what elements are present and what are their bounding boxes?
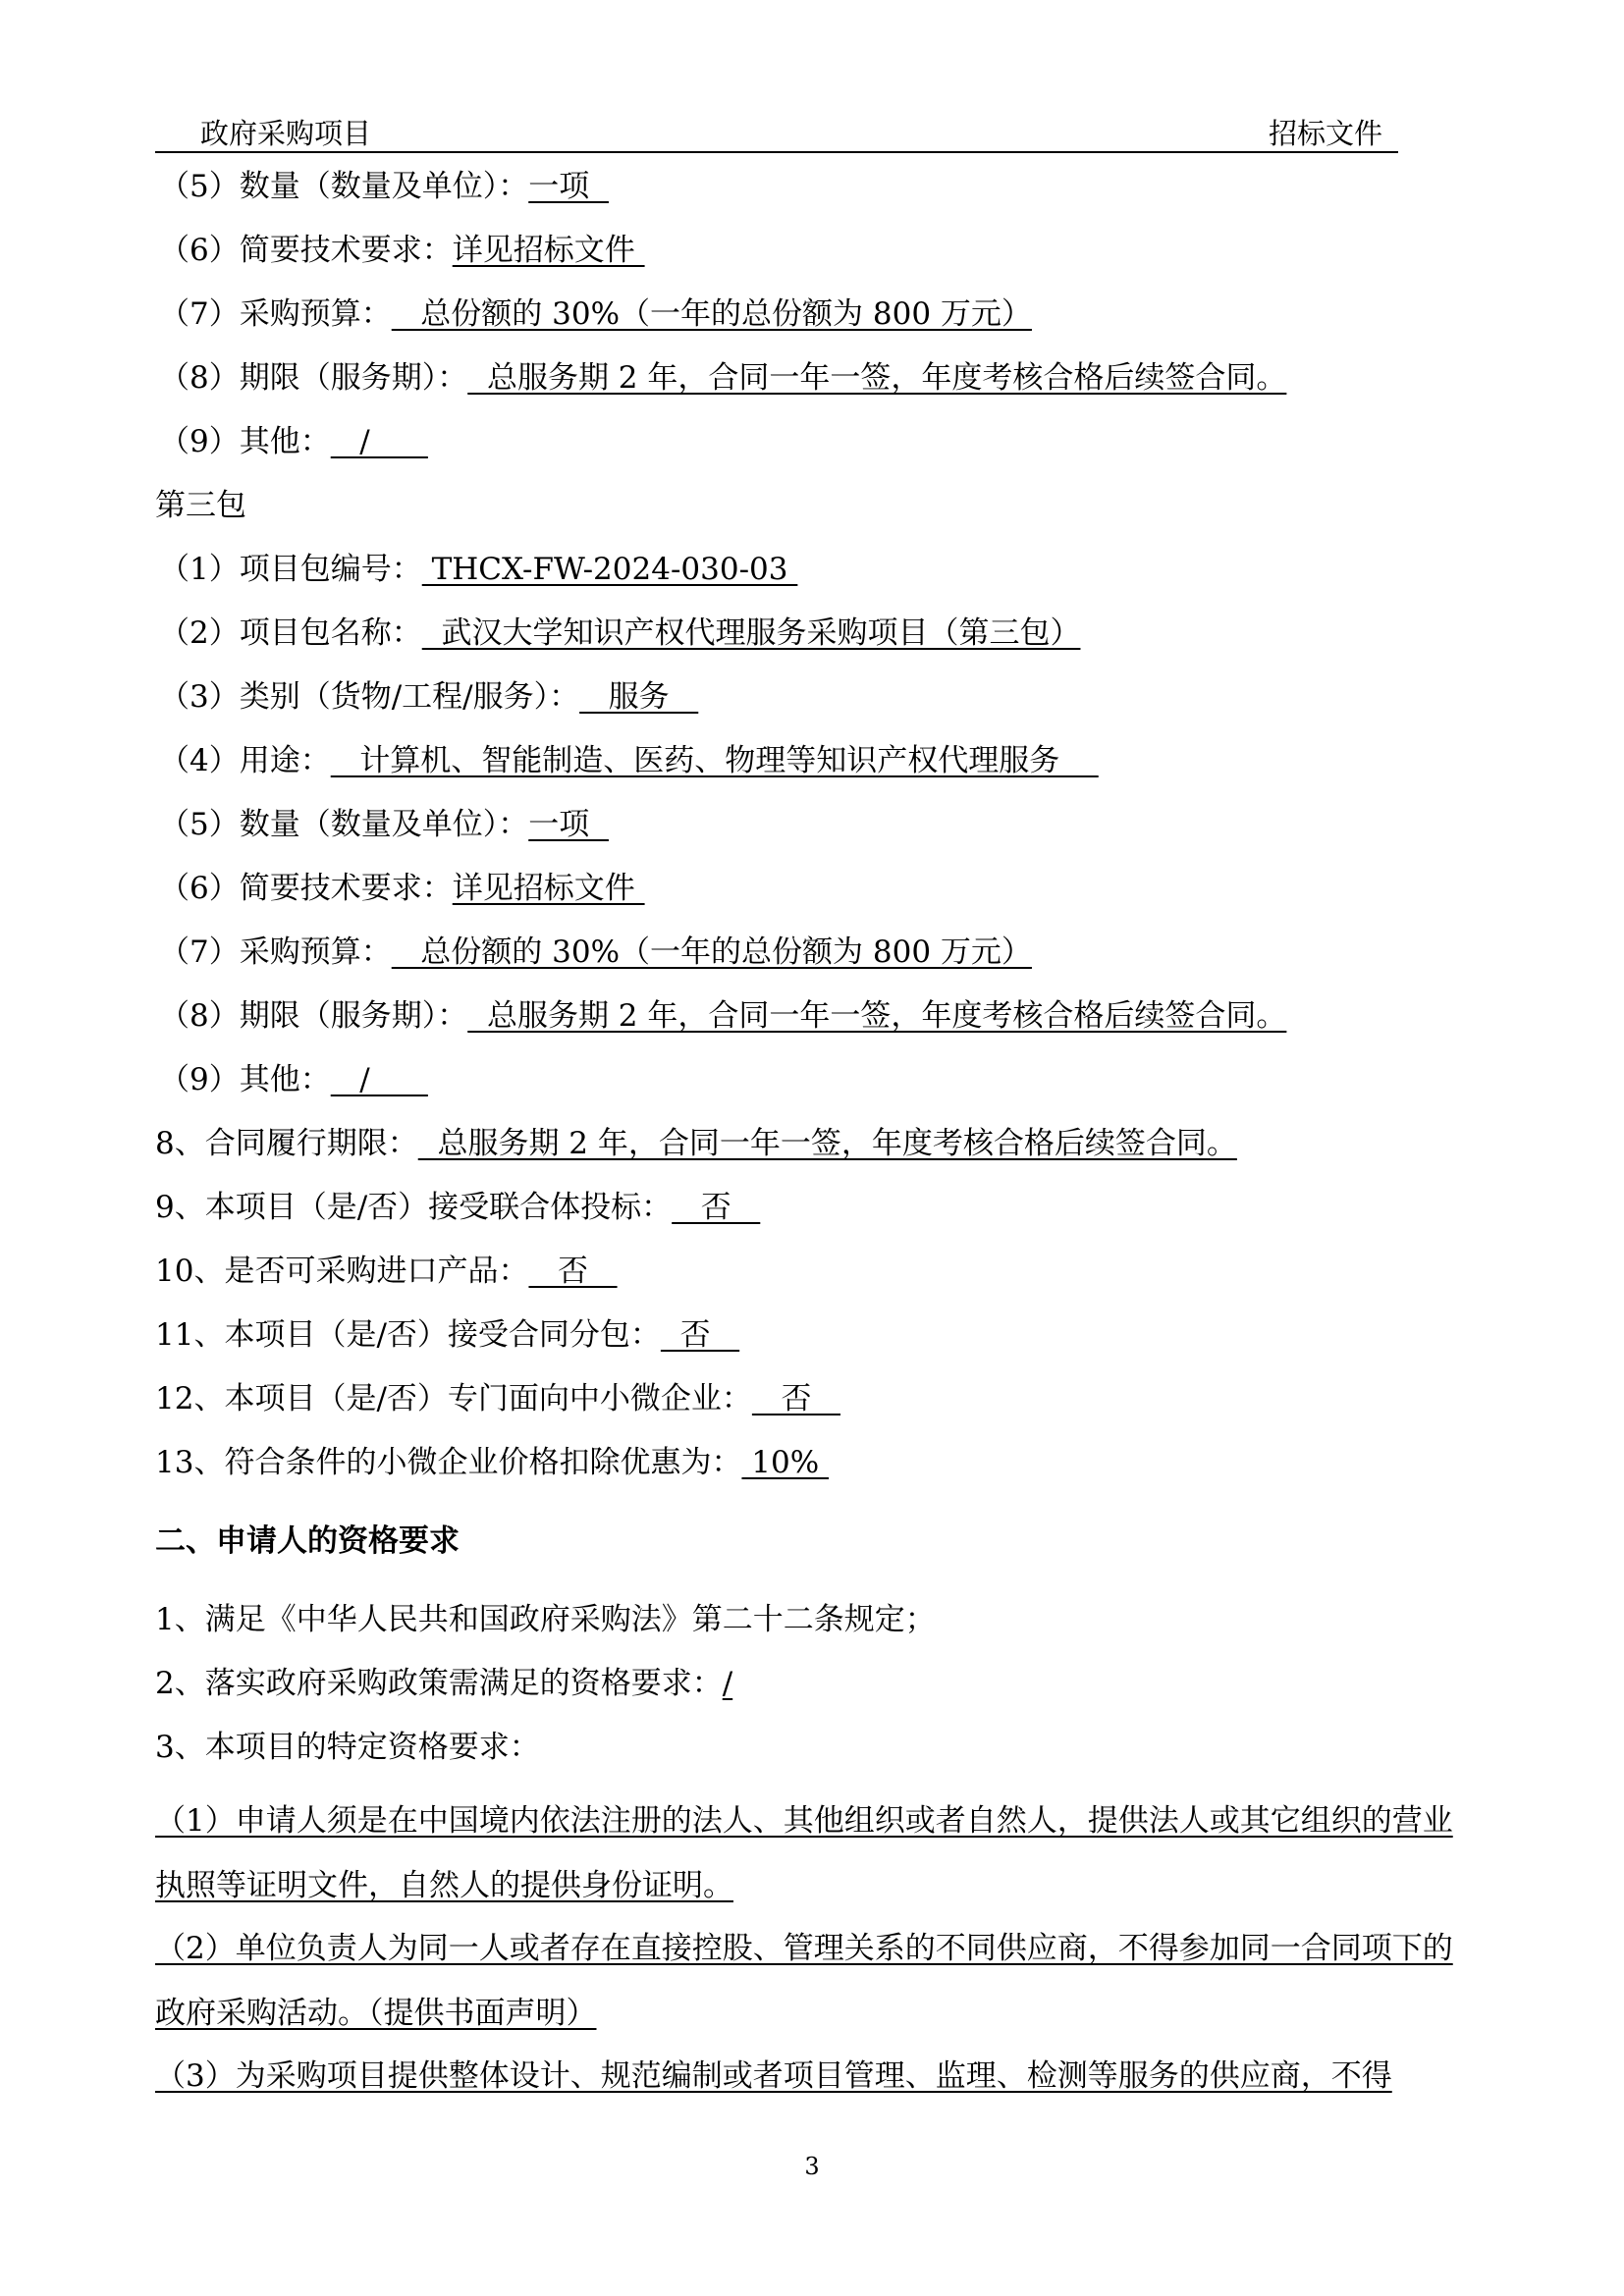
line-value: 10% [741, 1445, 830, 1480]
sme-only-line [155, 1379, 840, 1418]
line-value: 否 [660, 1317, 740, 1353]
line-value: 总服务期 2 年，合同一年一签，年度考核合格后续签合同。 [467, 360, 1287, 396]
consortium-bid-line [155, 1188, 760, 1227]
line-label: 10、是否可采购进口产品： [155, 1254, 529, 1289]
line-label: （4）用途： [159, 743, 331, 778]
line-value: / [330, 1062, 428, 1097]
service-period-line [159, 996, 1286, 1036]
line-label: 1、满足《中华人民共和国政府采购法》第二十二条规定； [155, 1602, 936, 1637]
line-label: （8）期限（服务期）： [159, 360, 468, 396]
page-number: 3 [804, 2153, 820, 2180]
line-value: 否 [672, 1190, 761, 1225]
package-name-line [159, 614, 1080, 653]
paragraph-text: （2）单位负责人为同一人或者存在直接控股、管理关系的不同供应商，不得参加同一合同项下的政府采购活动。（提供书面声明） [155, 1931, 1453, 2031]
line-value: 详见招标文件 [452, 871, 645, 906]
line-value: / [330, 424, 428, 459]
line-label: （1）项目包编号： [159, 552, 422, 587]
header-left-title: 政府采购项目 [200, 117, 372, 150]
line-label: （6）简要技术要求： [159, 233, 453, 268]
contract-period-line [155, 1124, 1237, 1163]
line-value: / [722, 1666, 733, 1701]
other-line [159, 1060, 428, 1099]
line-label: 11、本项目（是/否）接受合同分包： [155, 1317, 661, 1353]
line-label: （9）其他： [159, 424, 331, 459]
budget-line [159, 294, 1032, 334]
qualification-paragraph [155, 1916, 1483, 2046]
quantity-line [159, 805, 609, 844]
package-three-title [155, 486, 246, 525]
line-value: 总服务期 2 年，合同一年一签，年度考核合格后续签合同。 [417, 1126, 1237, 1161]
qualification-paragraph [155, 1789, 1483, 1918]
header-right-title: 招标文件 [1268, 117, 1382, 150]
budget-line [159, 933, 1032, 972]
line-label: 12、本项目（是/否）专门面向中小微企业： [155, 1381, 752, 1416]
qualification-line [155, 1728, 540, 1767]
line-value: 计算机、智能制造、医药、物理等知识产权代理服务 [330, 743, 1099, 778]
line-label: 第三包 [155, 488, 246, 523]
price-deduction-line [155, 1443, 829, 1482]
tech-requirement-line [159, 231, 645, 270]
line-label: （6）简要技术要求： [159, 871, 453, 906]
line-label: （5）数量（数量及单位）： [159, 169, 529, 204]
line-value: 详见招标文件 [452, 233, 645, 268]
paragraph-text: （1）申请人须是在中国境内依法注册的法人、其他组织或者自然人，提供法人或其它组织的营业执照等证明文件，自然人的提供身份证明。 [155, 1803, 1453, 1903]
line-label: （5）数量（数量及单位）： [159, 807, 529, 842]
line-label: （9）其他： [159, 1062, 331, 1097]
line-label: 3、本项目的特定资格要求： [155, 1730, 540, 1765]
line-value: 服务 [579, 679, 699, 715]
service-period-line [159, 358, 1286, 398]
line-label: 13、符合条件的小微企业价格扣除优惠为： [155, 1445, 742, 1480]
line-value: 总服务期 2 年，合同一年一签，年度考核合格后续签合同。 [467, 998, 1287, 1034]
other-line [159, 422, 428, 461]
usage-line [159, 741, 1099, 780]
tech-requirement-line [159, 869, 645, 908]
section-heading: 二、申请人的资格要求 [155, 1523, 460, 1559]
import-products-line [155, 1252, 618, 1291]
line-value: THCX-FW-2024-030-03 [421, 552, 798, 587]
package-number-line [159, 550, 797, 589]
paragraph-text: （3）为采购项目提供整体设计、规范编制或者项目管理、监理、检测等服务的供应商，不得 [155, 2058, 1392, 2094]
quantity-line [159, 167, 609, 206]
line-label: （7）采购预算： [159, 296, 392, 332]
qualification-line [155, 1600, 936, 1639]
line-value: 否 [528, 1254, 618, 1289]
line-value: 总份额的 30%（一年的总份额为 800 万元） [391, 296, 1032, 332]
category-line [159, 677, 698, 717]
line-value: 一项 [528, 169, 609, 204]
line-label: （8）期限（服务期）： [159, 998, 468, 1034]
line-value: 武汉大学知识产权代理服务采购项目（第三包） [421, 615, 1081, 651]
line-label: （7）采购预算： [159, 934, 392, 970]
line-label: 2、落实政府采购政策需满足的资格要求： [155, 1666, 723, 1701]
line-value: 总份额的 30%（一年的总份额为 800 万元） [391, 934, 1032, 970]
qualification-line [155, 1664, 732, 1703]
page-header [155, 116, 1398, 153]
line-label: （2）项目包名称： [159, 615, 422, 651]
line-value: 否 [751, 1381, 841, 1416]
subcontract-line [155, 1315, 739, 1355]
line-value: 一项 [528, 807, 609, 842]
line-label: 8、合同履行期限： [155, 1126, 418, 1161]
line-label: （3）类别（货物/工程/服务）： [159, 679, 580, 715]
line-label: 9、本项目（是/否）接受联合体投标： [155, 1190, 673, 1225]
qualification-paragraph [155, 2044, 1483, 2109]
